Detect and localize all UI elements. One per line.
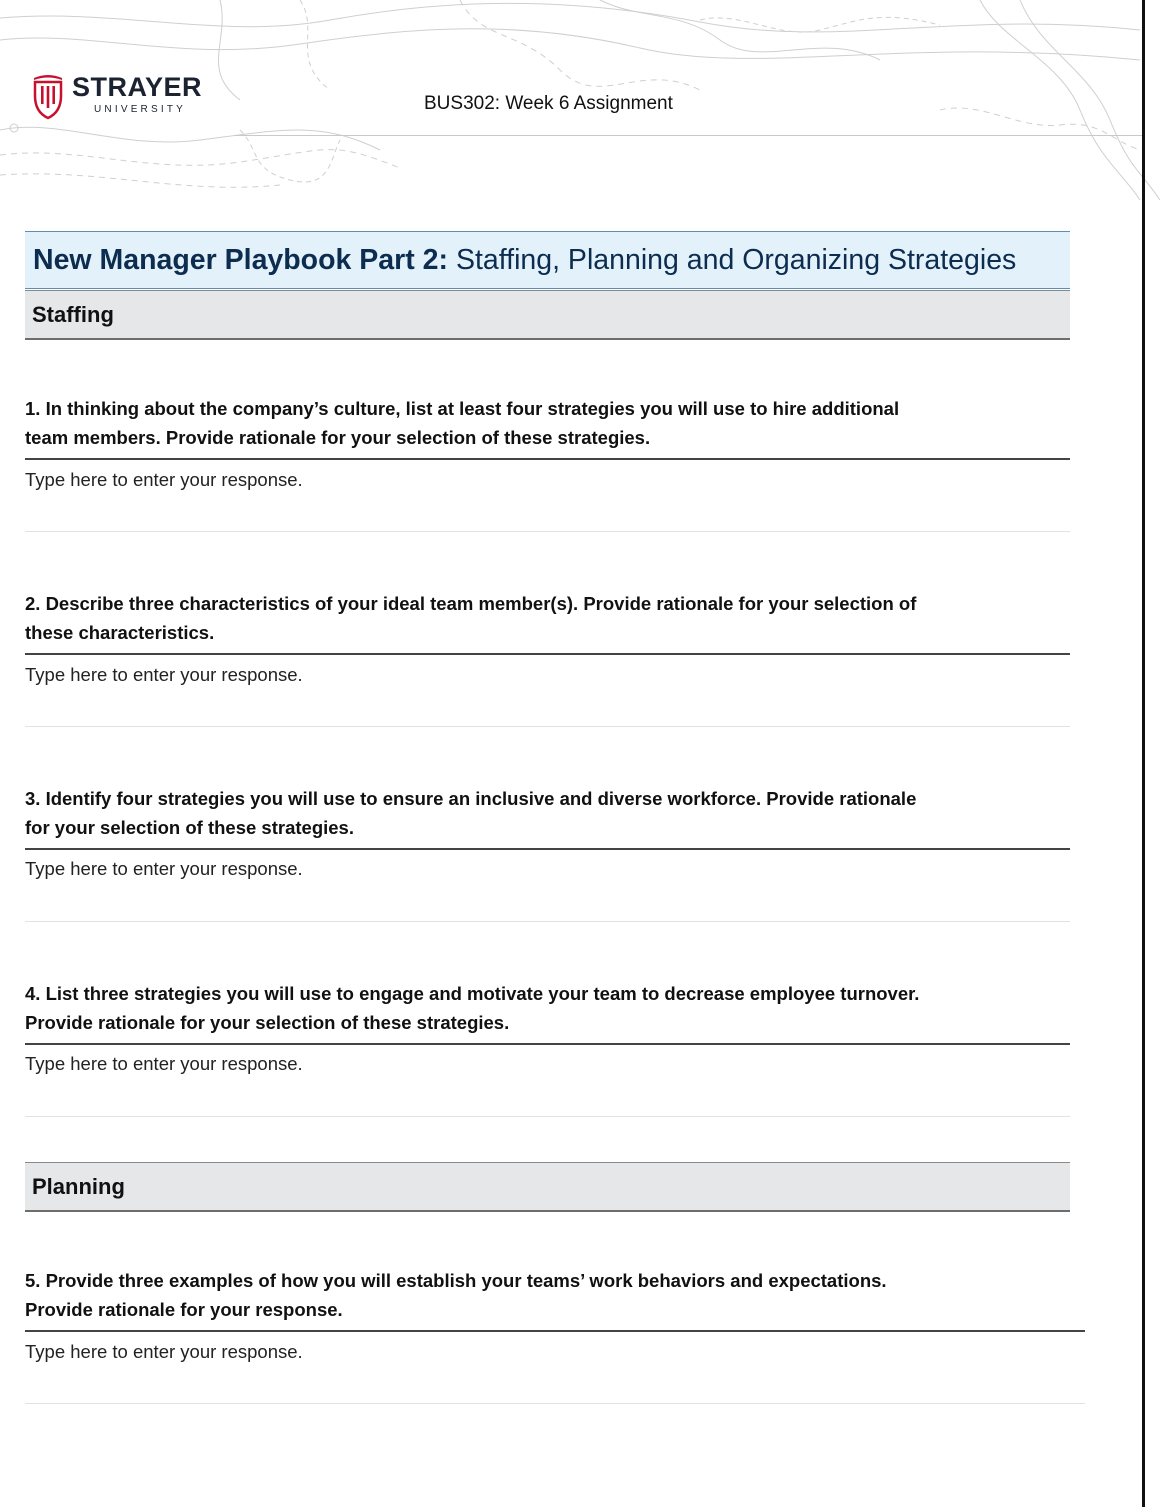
response-field-5[interactable]: Type here to enter your response. — [25, 1341, 303, 1362]
response-3-underline — [25, 921, 1070, 922]
response-2-underline — [25, 726, 1070, 727]
question-4-rule — [25, 1043, 1070, 1045]
question-4 — [25, 979, 919, 1037]
response-field-1[interactable]: Type here to enter your response. — [25, 469, 303, 490]
question-1 — [25, 394, 899, 452]
page-header — [0, 0, 1142, 140]
question-5-line-2: Provide rationale for your response. — [25, 1299, 343, 1320]
logo-name: STRAYER — [72, 72, 203, 102]
question-3-line-2: for your selection of these strategies. — [25, 817, 354, 838]
question-4-line-1: 4. List three strategies you will use to engage and motivate your team to decrease employee turnover. — [25, 983, 920, 1004]
question-5 — [25, 1266, 887, 1324]
page-edge — [1142, 0, 1145, 1507]
question-2-line-2: these characteristics. — [25, 622, 215, 643]
response-field-4[interactable]: Type here to enter your response. — [25, 1053, 303, 1074]
strayer-logo — [32, 74, 202, 120]
response-1-underline — [25, 531, 1070, 532]
question-4-line-2: Provide rationale for your selection of these strategies. — [25, 1012, 510, 1033]
main-title-band — [25, 231, 1070, 289]
response-field-2[interactable]: Type here to enter your response. — [25, 664, 303, 685]
response-field-3[interactable]: Type here to enter your response. — [25, 858, 303, 879]
question-5-line-1: 5. Provide three examples of how you will establish your teams’ work behaviors and expectations. — [25, 1270, 887, 1291]
main-title-rest: Staffing, Planning and Organizing Strategies — [455, 243, 1017, 276]
question-2-rule — [25, 653, 1070, 655]
response-4-underline — [25, 1116, 1070, 1117]
main-title-bold: New Manager Playbook Part 2: — [33, 243, 448, 276]
section-staffing — [25, 290, 1070, 340]
section-staffing-label: Staffing — [32, 301, 114, 327]
question-1-line-2: team members. Provide rationale for your selection of these strategies. — [25, 427, 651, 448]
question-3-rule — [25, 848, 1070, 850]
response-5-underline — [25, 1403, 1085, 1404]
question-5-rule — [25, 1330, 1085, 1332]
question-1-line-1: 1. In thinking about the company’s culture, list at least four strategies you will use to hire additional — [25, 398, 900, 419]
question-1-rule — [25, 458, 1070, 460]
section-planning — [25, 1162, 1070, 1212]
logo-subtitle: UNIVERSITY — [94, 104, 187, 115]
question-3 — [25, 784, 916, 842]
document-title: BUS302: Week 6 Assignment — [424, 93, 673, 114]
question-2 — [25, 589, 916, 647]
section-planning-label: Planning — [32, 1173, 125, 1199]
question-3-line-1: 3. Identify four strategies you will use to ensure an inclusive and diverse workforce. Provide rationale — [25, 788, 917, 809]
strayer-shield-icon — [32, 74, 64, 120]
question-2-line-1: 2. Describe three characteristics of your ideal team member(s). Provide rationale for your selection of — [25, 593, 917, 614]
header-divider — [234, 135, 1142, 136]
